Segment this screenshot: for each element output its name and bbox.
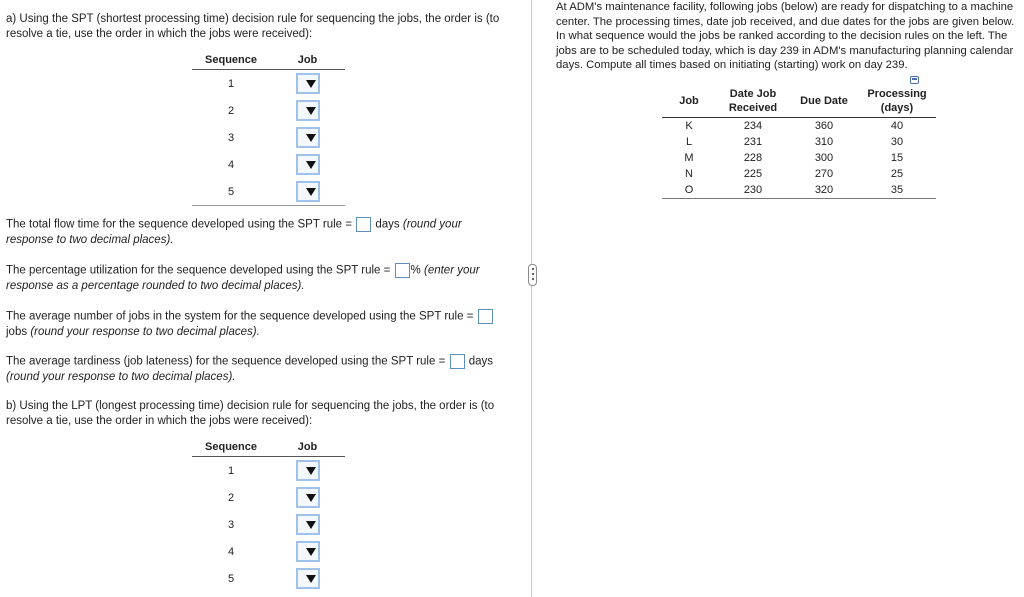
dropdown-arrow-icon [306, 161, 316, 169]
job-select-3[interactable] [296, 127, 320, 148]
job-select-4[interactable] [296, 154, 320, 175]
problem-intro: At ADM's maintenance facility, following jobs (below) are ready for dispatching to a machine center. The processing times, date job received, and due dates for the jobs are given below. In what sequence would the jobs be ranked according to the decision rules on the left. The jobs are to be scheduled today, which is day 239 in ADM's manufacturing planning calendar days. Compute all times based on initiating (starting) work on day 239. [556, 1, 1015, 71]
table-row: O 230 320 35 [684, 184, 904, 196]
utilization-input[interactable] [395, 263, 410, 278]
sequence-number: 2 [227, 104, 235, 117]
table-row [192, 151, 345, 178]
dropdown-arrow-icon [306, 188, 316, 196]
table-row [192, 565, 345, 592]
job-column-header: Job [662, 87, 716, 118]
table-row: M 228 300 15 [684, 152, 904, 164]
dropdown-arrow-icon [306, 80, 316, 88]
copy-icon[interactable] [910, 76, 919, 84]
sequence-number: 4 [227, 158, 235, 171]
lpt-job-select-1[interactable] [296, 460, 320, 481]
sequence-header: Sequence [192, 50, 270, 70]
sequence-number: 3 [227, 518, 235, 531]
table-row: K 234 360 40 [685, 120, 904, 132]
dropdown-arrow-icon [306, 575, 316, 583]
table-row [192, 70, 345, 98]
lpt-job-select-4[interactable] [296, 541, 320, 562]
sequence-number: 5 [227, 185, 235, 198]
lpt-sequence-table [192, 437, 345, 592]
sequence-number: 1 [227, 464, 235, 477]
table-row [192, 178, 345, 205]
dropdown-arrow-icon [306, 107, 316, 115]
table-row: L 231 310 30 [685, 136, 904, 148]
processing-column-header: Processing (days) [858, 87, 936, 118]
table-row [192, 457, 345, 485]
question-average-jobs: The average number of jobs in the system for the sequence developed using the SPT rule = jobs (round your response to two decimal places). [6, 309, 506, 340]
table-row [192, 511, 345, 538]
total-flow-time-input[interactable] [356, 217, 371, 232]
dropdown-arrow-icon [306, 134, 316, 142]
question-average-tardiness: The average tardiness (job lateness) for the sequence developed using the SPT rule = days (round your response to two decimal places). [6, 355, 493, 383]
sequence-number: 3 [227, 131, 235, 144]
job-select-5[interactable] [296, 181, 320, 202]
sequence-number: 1 [227, 77, 235, 90]
sequence-number: 4 [227, 545, 235, 558]
spt-sequence-table [192, 50, 345, 206]
question-utilization: The percentage utilization for the sequence developed using the SPT rule = % (enter your response as a percentage rounded to two decimal places). [6, 264, 480, 292]
job-select-2[interactable] [296, 100, 320, 121]
sequence-number: 2 [227, 491, 235, 504]
job-header: Job [270, 50, 345, 70]
part-a-intro: a) Using the SPT (shortest processing time) decision rule for sequencing the jobs, the order is (to resolve a tie, use the order in which the jobs were received): [6, 13, 500, 40]
due-date-column-header: Due Date [790, 87, 858, 118]
average-tardiness-input[interactable] [450, 354, 465, 369]
panel-divider [531, 0, 532, 597]
received-column-header: Date Job Received [716, 87, 790, 118]
table-row [192, 97, 345, 124]
job-header: Job [270, 437, 345, 457]
table-row: N 225 270 25 [685, 168, 904, 180]
lpt-job-select-2[interactable] [296, 487, 320, 508]
right-panel [556, 0, 1016, 597]
dropdown-arrow-icon [306, 548, 316, 556]
table-row [192, 538, 345, 565]
dropdown-arrow-icon [306, 467, 316, 475]
dropdown-arrow-icon [306, 521, 316, 529]
jobs-data-table [662, 87, 936, 199]
sequence-header: Sequence [192, 437, 270, 457]
lpt-job-select-5[interactable] [296, 568, 320, 589]
job-select-1[interactable] [296, 73, 320, 94]
table-row [192, 124, 345, 151]
lpt-job-select-3[interactable] [296, 514, 320, 535]
sequence-number: 5 [227, 572, 235, 585]
average-jobs-input[interactable] [478, 309, 493, 324]
table-row [192, 484, 345, 511]
part-b-intro: b) Using the LPT (longest processing time) decision rule for sequencing the jobs, the order is (to resolve a tie, use the order in which the jobs were received): [6, 400, 495, 427]
question-total-flow-time: The total flow time for the sequence developed using the SPT rule = days (round your response to two decimal places). [6, 218, 462, 246]
dropdown-arrow-icon [306, 494, 316, 502]
drag-handle-icon[interactable] [528, 264, 537, 286]
